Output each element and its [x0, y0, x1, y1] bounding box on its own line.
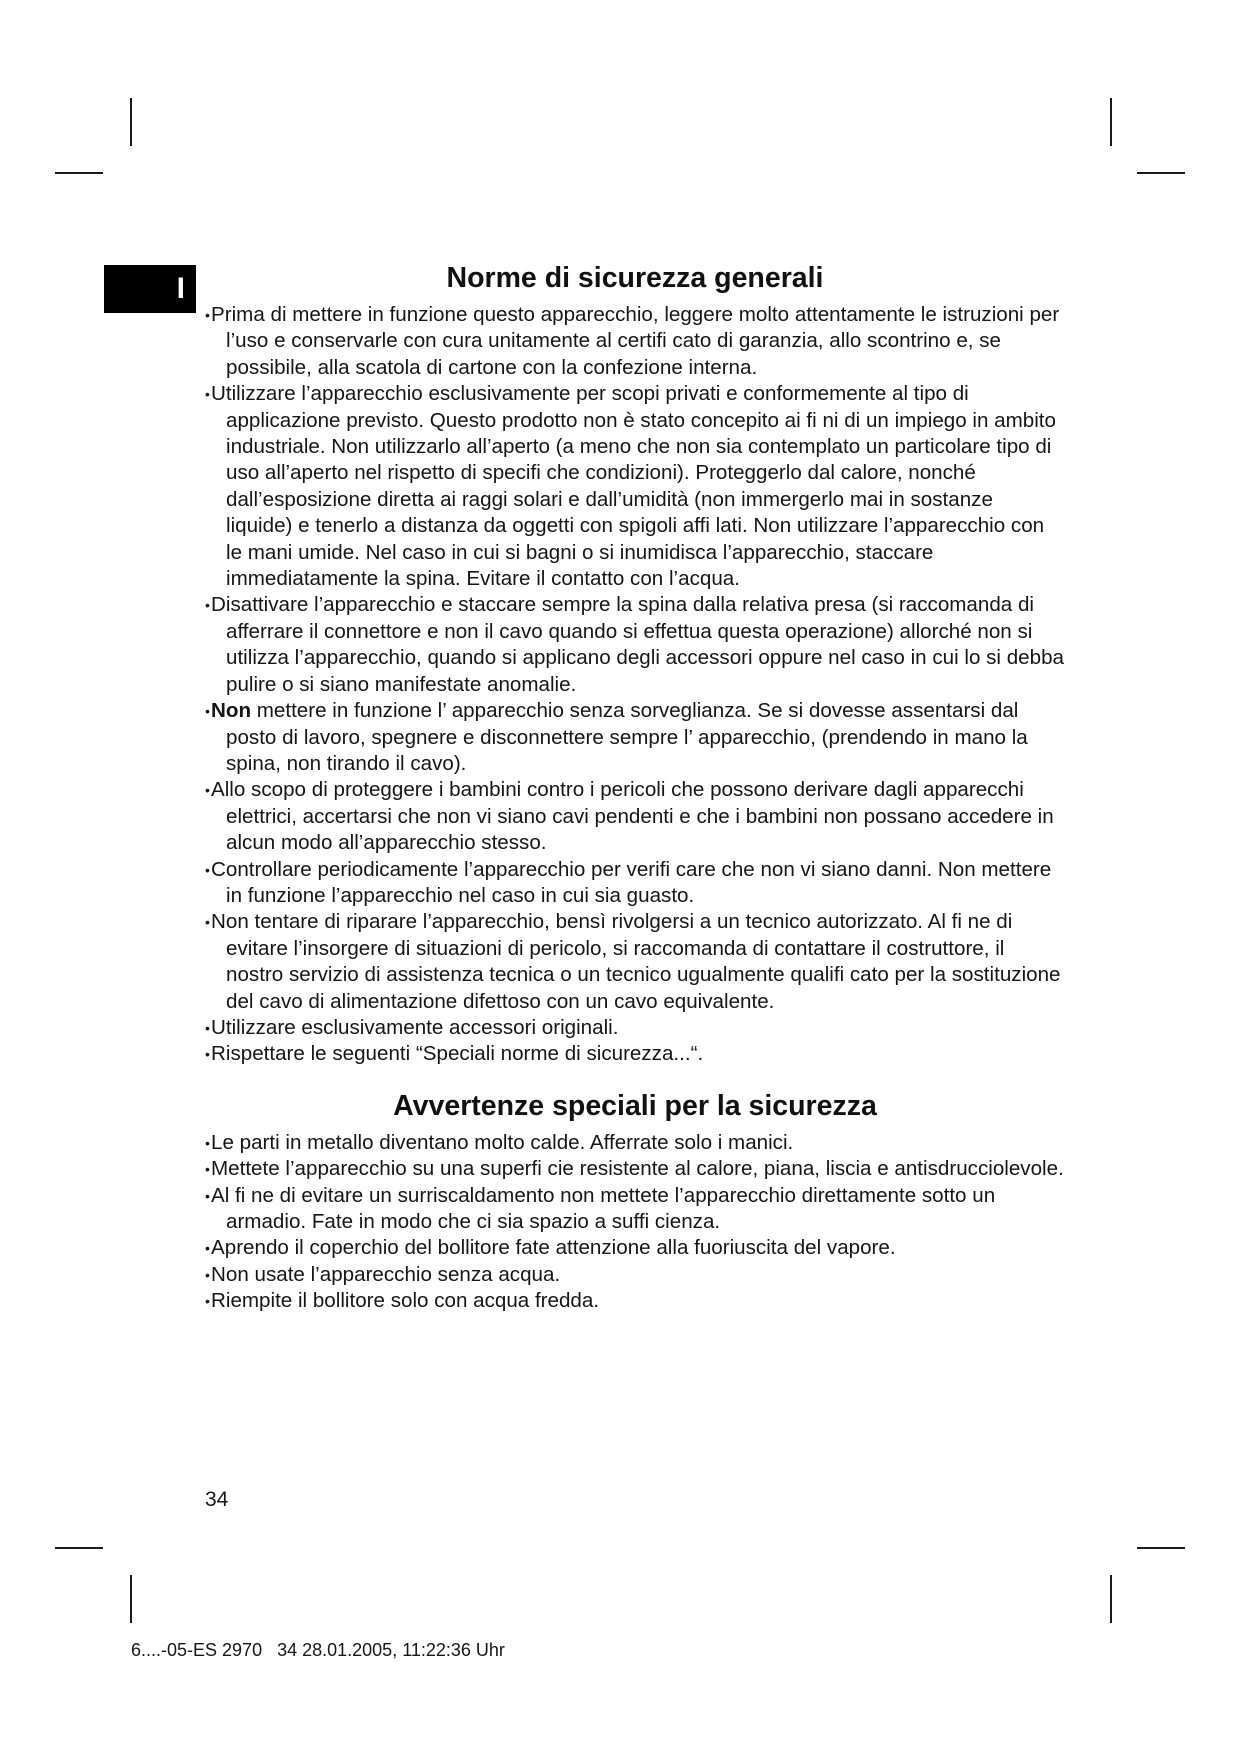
language-tab: I — [104, 265, 196, 313]
print-info-footer: 6....-05-ES 2970 34 28.01.2005, 11:22:36 Uhr — [131, 1640, 505, 1660]
page-number: 34 — [205, 1488, 229, 1511]
bullet-text: Non usate l’apparecchio senza acqua. — [211, 1262, 561, 1286]
bullet-text: Prima di mettere in funzione questo apparecchio, leggere molto attentamente le istruzioni per l’uso e conservarle con cura unitamente al certifi cato di garanzia, allo scontrino e, se possibile, alla scatola di cartone con la confezione interna. — [211, 303, 1060, 379]
bullet-text: Mettete l’apparecchio su una superfi cie resistente al calore, piana, liscia e antisdrucciolevole. — [211, 1157, 1064, 1181]
crop-mark — [55, 172, 103, 174]
bullet-item — [205, 1183, 1065, 1236]
bullet-item — [205, 302, 1065, 381]
bullet-item — [205, 857, 1065, 910]
bullet-item — [205, 1041, 1065, 1067]
special-safety-section — [205, 1086, 1065, 1315]
bullet-text: mettere in funzione l’ apparecchio senza sorveglianza. Se si dovesse assentarsi dal posto di lavoro, spegnere e disconnettere sempre l’ apparecchio, (prendendo in mano la spina, non tirando il cavo). — [226, 699, 1028, 775]
bullet-item — [205, 381, 1065, 592]
bullet-item — [205, 1262, 1065, 1288]
section-title: Norme di sicurezza generali — [446, 262, 824, 294]
crop-mark — [130, 98, 132, 146]
bullet-item — [205, 777, 1065, 856]
bullet-item — [205, 698, 1065, 777]
bullet-text: Aprendo il coperchio del bollitore fate attenzione alla fuoriuscita del vapore. — [211, 1236, 896, 1260]
bullet-text: Allo scopo di proteggere i bambini contro i pericoli che possono derivare dagli apparecchi elettrici, accertarsi che non vi siano cavi pendenti e che i bambini non possano accedere in alcun modo all’apparecchio stesso. — [211, 778, 1054, 855]
bullet-text: Utilizzare l’apparecchio esclusivamente per scopi privati e conformemente al tipo di applicazione previsto. Questo prodotto non è stato concepito ai fi ni di un impiego in ambito industriale. Non utilizzarlo all’aperto (a meno che non sia contemplato un particolare tipo di uso all’aperto nel rispetto di specifi che condizioni). Proteggerlo dal calore, nonché dall’esposizione diretta ai raggi solari e dall’umidità (non immergerlo mai in sostanze liquide) e tenerlo a distanza da oggetti con spigoli affi lati. Non utilizzare l’apparecchio con le mani umide. Nel caso in cui si bagni o si inumidisca l’apparecchio, staccare immediatamente la spina. Evitare il contatto con l’acqua. — [211, 382, 1056, 591]
bullet-item — [205, 1130, 1065, 1156]
bullet-list — [205, 1130, 1065, 1315]
crop-mark — [1110, 1575, 1112, 1623]
crop-mark — [130, 1575, 132, 1623]
bullet-item — [205, 1235, 1065, 1261]
crop-mark — [1137, 172, 1185, 174]
section-title: Avvertenze speciali per la sicurezza — [393, 1089, 877, 1122]
general-safety-section — [205, 258, 1065, 1068]
bullet-text: Non tentare di riparare l’apparecchio, bensì rivolgersi a un tecnico autorizzato. Al fi ne di evitare l’insorgere di situazioni di pericolo, si raccomanda di contattare il costruttore, il nostro servizio di assistenza tecnica o un tecnico ugualmente qualifi cato per la sostituzione del cavo di alimentazione difettoso con un cavo equivalente. — [211, 910, 1061, 1013]
bullet-item — [205, 592, 1065, 698]
crop-mark — [1110, 98, 1112, 146]
bullet-item — [205, 1156, 1065, 1182]
bullet-item — [205, 1015, 1065, 1041]
bullet-text: Le parti in metallo diventano molto calde. Afferrate solo i manici. — [211, 1130, 794, 1154]
bullet-item — [205, 909, 1065, 1015]
bullet-item — [205, 1288, 1065, 1314]
crop-mark — [55, 1547, 103, 1549]
bullet-list — [205, 302, 1065, 1068]
bullet-text: Rispettare le seguenti “Speciali norme di sicurezza...“. — [211, 1042, 704, 1066]
bullet-text: Al fi ne di evitare un surriscaldamento non mettete l’apparecchio direttamente sotto un armadio. Fate in modo che ci sia spazio a suffi cienza. — [211, 1183, 996, 1233]
bullet-text: Controllare periodicamente l’apparecchio per verifi care che non vi siano danni. Non mettere in funzione l’apparecchio nel caso in cui sia guasto. — [211, 857, 1052, 907]
bullet-text: Utilizzare esclusivamente accessori originali. — [211, 1015, 619, 1039]
crop-mark — [1137, 1547, 1185, 1549]
bullet-text: Disattivare l’apparecchio e staccare sempre la spina dalla relativa presa (si raccomanda di afferrare il connettore e non il cavo quando si effettua questa operazione) allorché non si utilizza l’apparecchio, quando si applicano degli accessori oppure nel caso in cui lo si debba pulire o si siano manifestate anomalie. — [211, 593, 1064, 696]
bullet-text: Riempite il bollitore solo con acqua fredda. — [211, 1289, 600, 1313]
page-content — [205, 258, 1065, 1315]
bullet-bold-lead: Non — [211, 699, 252, 723]
